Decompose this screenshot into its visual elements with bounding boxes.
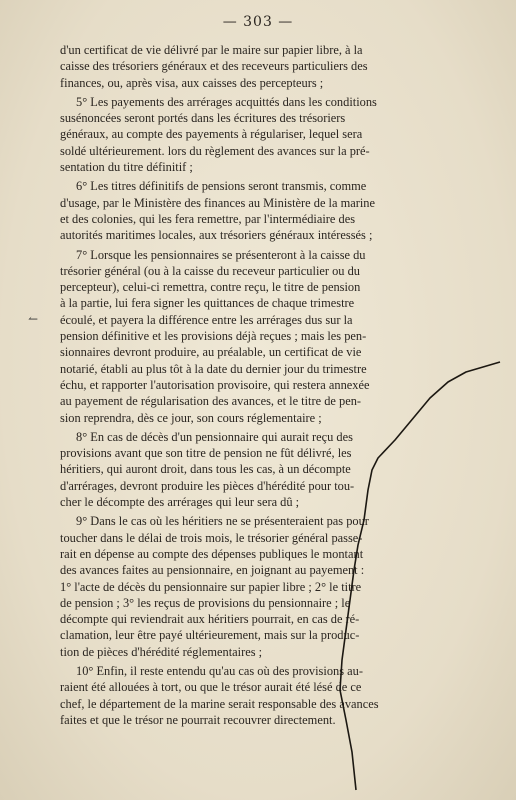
text-line: rait en dépense au compte des dépenses publiques le montant [60,546,364,561]
text-line: à la partie, lui fera signer les quittances de chaque trimestre [60,296,355,311]
text-line: faites et que le trésor ne pourrait recouvrer directement. [60,712,336,727]
text-line: héritiers, qui auront droit, dans tous les cas, à un décompte [60,462,351,477]
text-line: généraux, au compte des payements à régulariser, lequel sera [60,127,363,142]
text-line: 5° Les payements des arrérages acquittés dans les conditions [76,94,377,109]
text-line: toucher dans le délai de trois mois, le trésorier général passe- [60,530,363,545]
text-line: 8° En cas de décès d'un pensionnaire qui aurait reçu des [76,429,353,444]
text-line: 9° Dans le cas où les héritiers ne se présenteraient pas pour [76,514,369,529]
text-line: pension définitive et les provisions déjà reçues ; mais les pen- [60,329,367,344]
text-line: sionnaires devront produire, au préalable, un certificat de vie [60,345,362,360]
text-line: décompte qui reviendrait aux héritiers pourrait, en cas de ré- [60,612,360,627]
paragraph [60,178,470,243]
paragraph [60,247,470,426]
text-line: écoulé, et payera la différence entre les arrérages dus sur la [60,312,353,327]
paragraph [60,42,470,91]
text-line: d'arrérages, devront produire les pièces d'hérédité pour tou- [60,478,355,493]
paragraph [60,429,470,510]
text-line: de pension ; 3° les reçus de provisions du pensionnaire ; le [60,595,351,610]
text-line: 1° l'acte de décès du pensionnaire sur papier libre ; 2° le titre [60,579,362,594]
text-line: chef, le département de la marine serait responsable des avances [60,696,379,711]
text-line: d'usage, par le Ministère des finances au Ministère de la marine [60,195,375,210]
text-line: et des colonies, qui les fera remettre, par l'intermédiaire des [60,211,356,226]
text-line: sentation du titre définitif ; [60,160,193,175]
body-text [60,42,470,731]
text-line: provisions avant que son titre de pension ne fût délivré, les [60,446,352,461]
text-line: cher le décompte des arrérages qui leur sera dû ; [60,495,300,510]
text-line: clamation, leur être payé ultérieurement, mais sur la produc- [60,628,360,643]
text-line: échu, et rapporter l'autorisation provisoire, qui restera annexée [60,377,370,392]
text-line: finances, ou, après visa, aux caisses des percepteurs ; [60,75,324,90]
text-line: percepteur), celui-ci remettra, contre reçu, le titre de pension [60,280,361,295]
page-number: — 303 — [222,14,294,30]
text-line: tion de pièces d'hérédité réglementaires ; [60,644,263,659]
text-line: 7° Lorsque les pensionnaires se présenteront à la caisse du [76,247,366,262]
text-line: autorités maritimes locales, aux trésoriers généraux intéressés ; [60,228,373,243]
text-line: des avances faites au pensionnaire, en joignant au payement : [60,563,365,578]
text-line: sion reprendra, dès ce jour, son cours réglementaire ; [60,410,322,425]
text-line: susénoncées seront portés dans les écritures des trésoriers [60,111,346,126]
text-line: au payement de régularisation des avances, et le titre de pen- [60,394,362,409]
text-line: trésorier général (ou à la caisse du receveur particulier ou du [60,263,360,278]
margin-mark: ↼ [28,312,39,326]
paragraph [60,513,470,660]
text-line: soldé ultérieurement. lors du règlement des avances sur la pré- [60,143,370,158]
paragraph [60,94,470,175]
paragraph [60,663,470,728]
text-line: d'un certificat de vie délivré par le maire sur papier libre, à la [60,43,363,57]
text-line: raient été allouées à tort, ou que le trésor aurait été lésé de ce [60,680,362,695]
text-line: notarié, établi au plus tôt à la date du dernier jour du trimestre [60,361,367,376]
text-line: 6° Les titres définitifs de pensions seront transmis, comme [76,179,367,194]
text-line: 10° Enfin, il reste entendu qu'au cas où des provisions au- [76,663,363,678]
text-line: caisse des trésoriers généraux et des receveurs particuliers des [60,59,368,74]
